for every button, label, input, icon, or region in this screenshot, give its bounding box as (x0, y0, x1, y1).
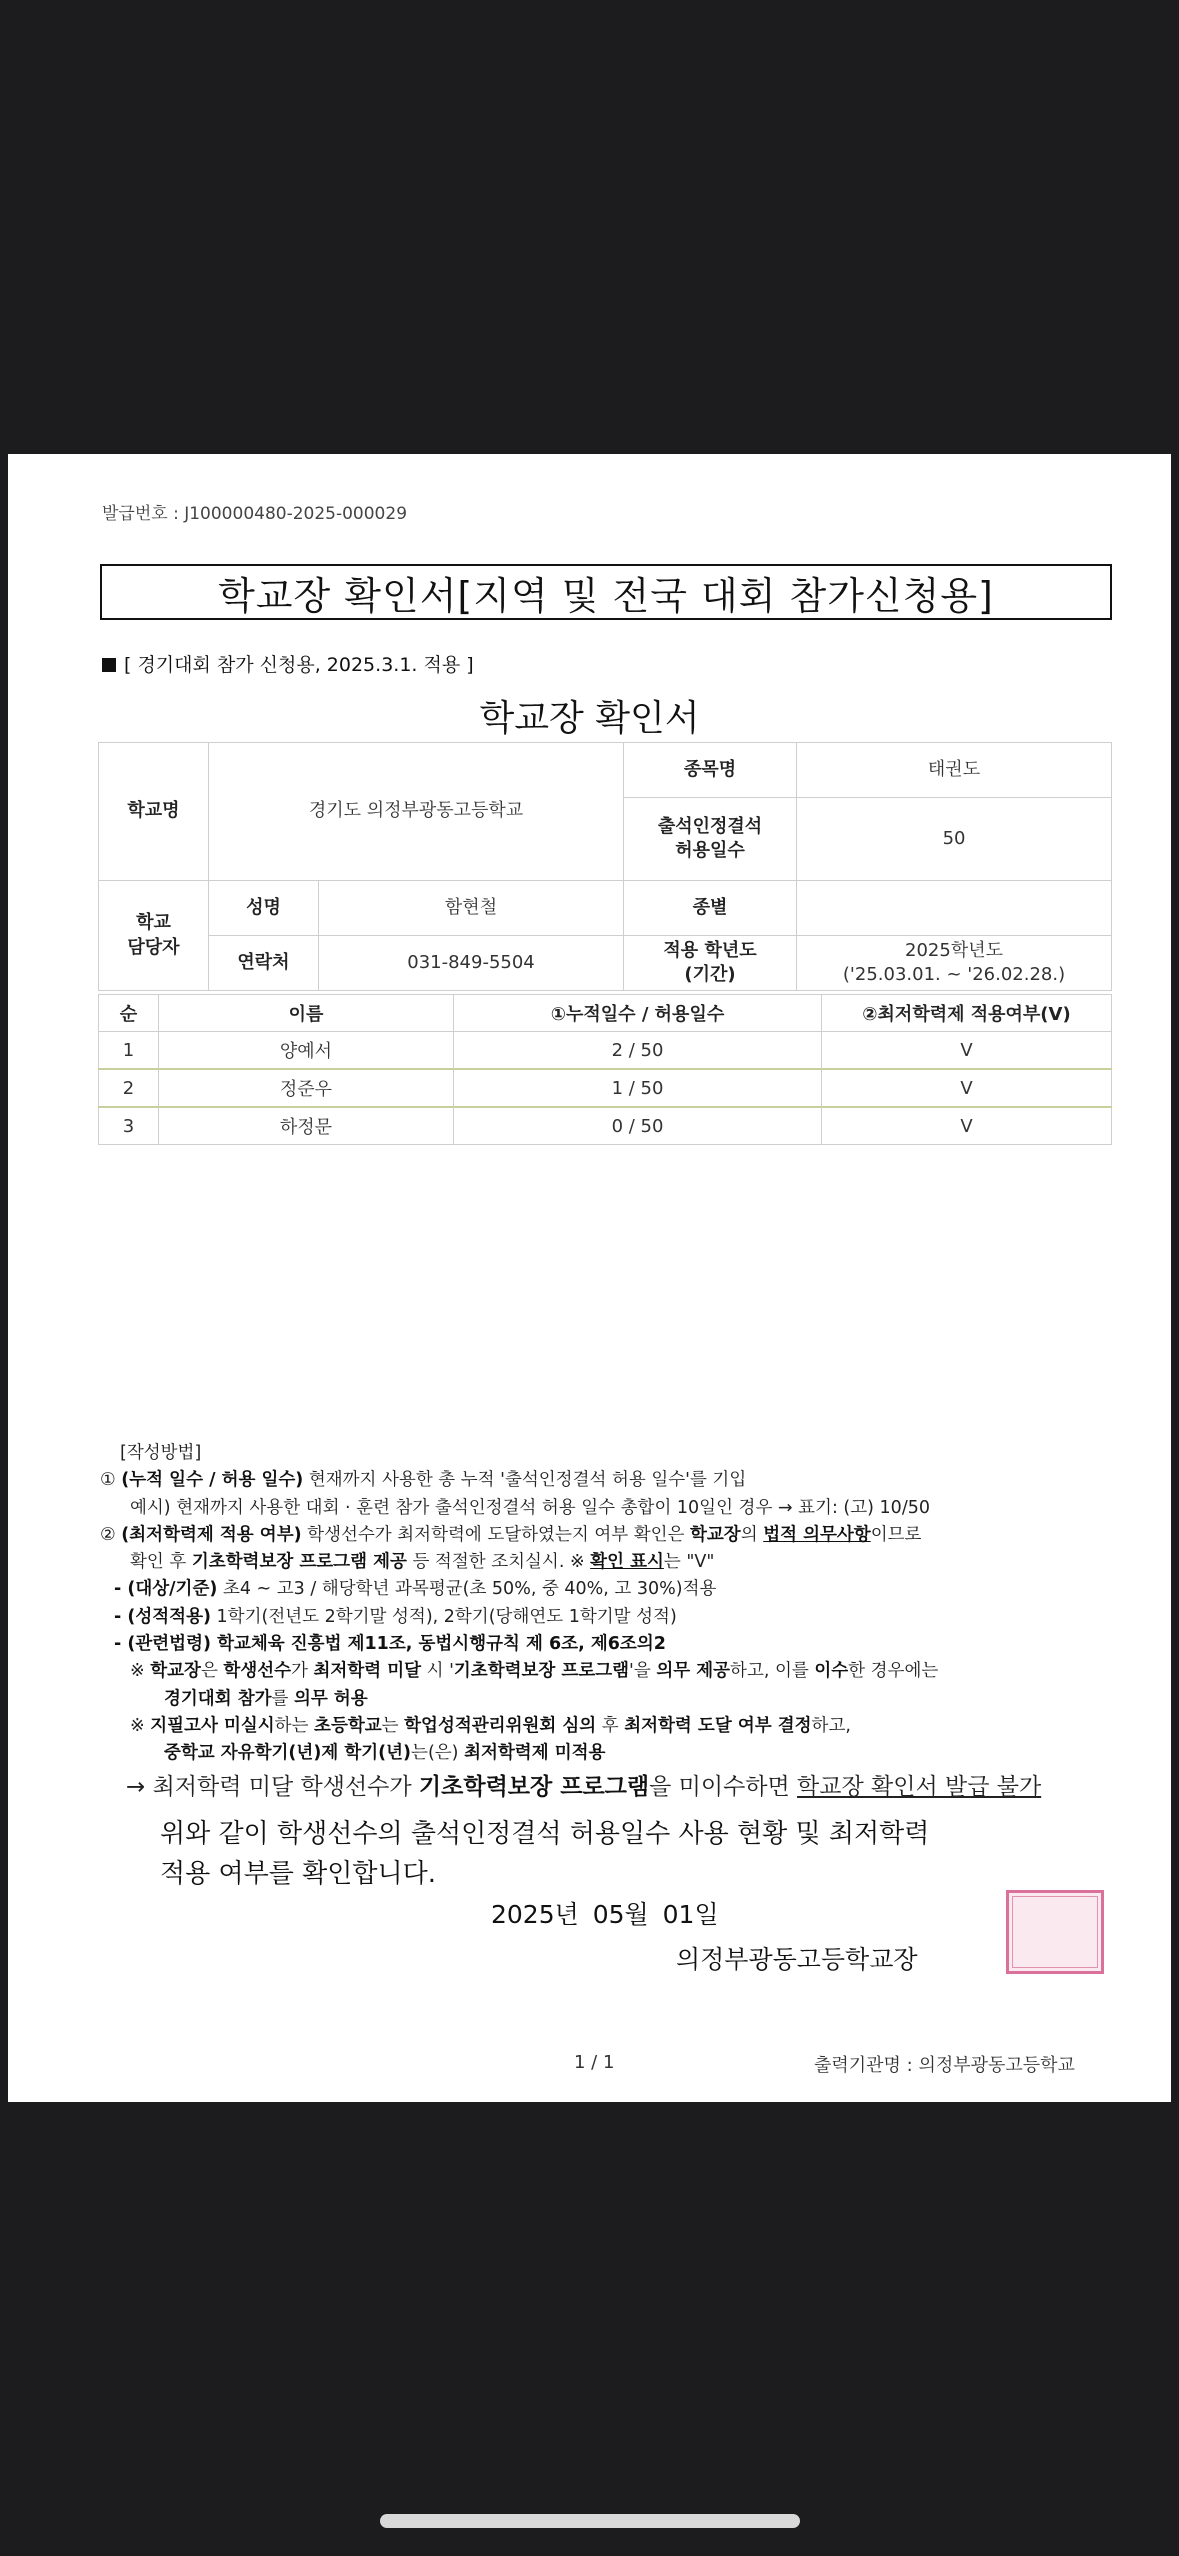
document-subtitle: 학교장 확인서 (479, 698, 700, 739)
allowed-label-line2: 허용일수 (675, 840, 745, 861)
principal-name: 의정부광동고등학교장 (676, 1945, 918, 1974)
official-seal (1006, 1890, 1104, 1974)
method-line-6: - (성적적용) 1학기(전년도 2학기말 성적), 2학기(당해연도 1학기말 성적) (114, 1606, 677, 1627)
name-value: 함현철 (319, 881, 624, 936)
contact-label: 연락처 (209, 936, 319, 991)
document-title: 학교장 확인서[지역 및 전국 대회 참가신청용] (218, 573, 994, 618)
page-number: 1 / 1 (574, 2052, 615, 2073)
staff-label (99, 881, 209, 991)
method-line-2: 예시) 현재까지 사용한 대회 · 훈련 참가 출석인정결석 허용 일수 총합이 10일인 경우 → 표기: (고) 10/50 (130, 1497, 930, 1518)
row-applied: V (822, 1032, 1112, 1070)
student-table-header (99, 995, 1112, 1032)
staff-label-line1: 학교 (136, 912, 171, 934)
contact-value: 031-849-5504 (319, 936, 624, 991)
year-value-line1: 2025학년도 (905, 939, 1003, 961)
confirmation-line-2: 적용 여부를 확인합니다. (160, 1859, 436, 1889)
row-days: 0 / 50 (454, 1107, 822, 1145)
confirmation-text (160, 1814, 929, 1894)
notice-text: [ 경기대회 참가 신청용, 2025.3.1. 적용 ] (124, 654, 474, 676)
method-line-3: ② (최저학력제 적용 여부) 학생선수가 최저학력에 도달하였는지 여부 확인은 학교장의 법적 의무사항이므로 (100, 1524, 922, 1545)
name-label: 성명 (209, 881, 319, 936)
square-bullet-icon (102, 658, 116, 672)
method-line-12: → 최저학력 미달 학생선수가 기초학력보장 프로그램을 미이수하면 학교장 확인서 발급 불가 (126, 1773, 1042, 1800)
school-value: 경기도 의정부광동고등학교 (209, 743, 624, 881)
school-year-value (797, 936, 1112, 991)
row-name: 양예서 (159, 1032, 454, 1070)
category-value (797, 881, 1112, 936)
column-header-name: 이름 (159, 995, 454, 1032)
row-no: 1 (99, 1032, 159, 1070)
confirmation-line-1: 위와 같이 학생선수의 출석인정결석 허용일수 사용 현황 및 최저학력 (160, 1819, 930, 1849)
application-notice (102, 650, 474, 677)
method-line-9: 경기대회 참가를 의무 허용 (164, 1688, 368, 1709)
student-table (98, 994, 1112, 1145)
row-days: 1 / 50 (454, 1069, 822, 1107)
document-page (8, 454, 1171, 2102)
allowed-label-line1: 출석인정결석 (657, 815, 763, 837)
column-header-applied: ②최저학력제 적용여부(V) (822, 995, 1112, 1032)
method-line-5: - (대상/기준) 초4 ~ 고3 / 해당학년 과목평균(초 50%, 중 40%, 고 30%)적용 (114, 1579, 717, 1600)
issue-number: 발급번호 : J100000480-2025-000029 (102, 504, 408, 524)
column-header-no: 순 (99, 995, 159, 1032)
row-name: 정준우 (159, 1069, 454, 1107)
row-name: 하정문 (159, 1107, 454, 1145)
staff-label-line2: 담당자 (127, 936, 180, 958)
method-line-10: ※ 지필고사 미실시하는 초등학교는 학업성적관리위원회 심의 후 최저학력 도달 여부 결정하고, (130, 1715, 851, 1736)
row-no: 2 (99, 1069, 159, 1107)
writing-method (100, 1440, 1100, 1804)
school-year-label (624, 936, 797, 991)
issue-date: 2025년 05월 01일 (491, 1900, 719, 1929)
method-line-8: ※ 학교장은 학생선수가 최저학력 미달 시 '기초학력보장 프로그램'을 의무 제공하고, 이를 이수한 경우에는 (130, 1661, 939, 1682)
year-value-line2: ('25.03.01. ~ '26.02.28.) (842, 964, 1066, 985)
method-line-1: ① (누적 일수 / 허용 일수) 현재까지 사용한 총 누적 '출석인정결석 허용 일수'를 기입 (100, 1470, 747, 1491)
issuing-institution: 출력기관명 : 의정부광동고등학교 (814, 2055, 1075, 2076)
event-label: 종목명 (624, 743, 797, 798)
event-value: 태권도 (797, 743, 1112, 798)
table-row (99, 1069, 1112, 1107)
table-row (99, 1032, 1112, 1070)
home-indicator[interactable] (380, 2514, 800, 2528)
method-heading: [작성방법] (120, 1443, 202, 1463)
year-label-line2: (기간) (684, 964, 736, 985)
method-line-7: - (관련법령) 학교체육 진흥법 제11조, 동법시행규칙 제 6조, 제6조의2 (114, 1634, 666, 1655)
row-applied: V (822, 1107, 1112, 1145)
allowed-days-value: 50 (797, 798, 1112, 881)
allowed-days-label (624, 798, 797, 881)
row-no: 3 (99, 1107, 159, 1145)
year-label-line1: 적용 학년도 (663, 939, 757, 961)
school-label: 학교명 (99, 743, 209, 881)
seal-inner-icon (1012, 1896, 1098, 1968)
document-title-box (100, 564, 1112, 620)
row-applied: V (822, 1069, 1112, 1107)
row-days: 2 / 50 (454, 1032, 822, 1070)
column-header-days: ①누적일수 / 허용일수 (454, 995, 822, 1032)
table-row (99, 1107, 1112, 1145)
method-line-11: 중학교 자유학기(년)제 학기(년)는(은) 최저학력제 미적용 (164, 1743, 606, 1764)
category-label: 종별 (624, 881, 797, 936)
info-table (98, 742, 1112, 991)
method-line-4: 확인 후 기초학력보장 프로그램 제공 등 적절한 조치실시. ※ 확인 표시는 "V" (130, 1552, 715, 1573)
